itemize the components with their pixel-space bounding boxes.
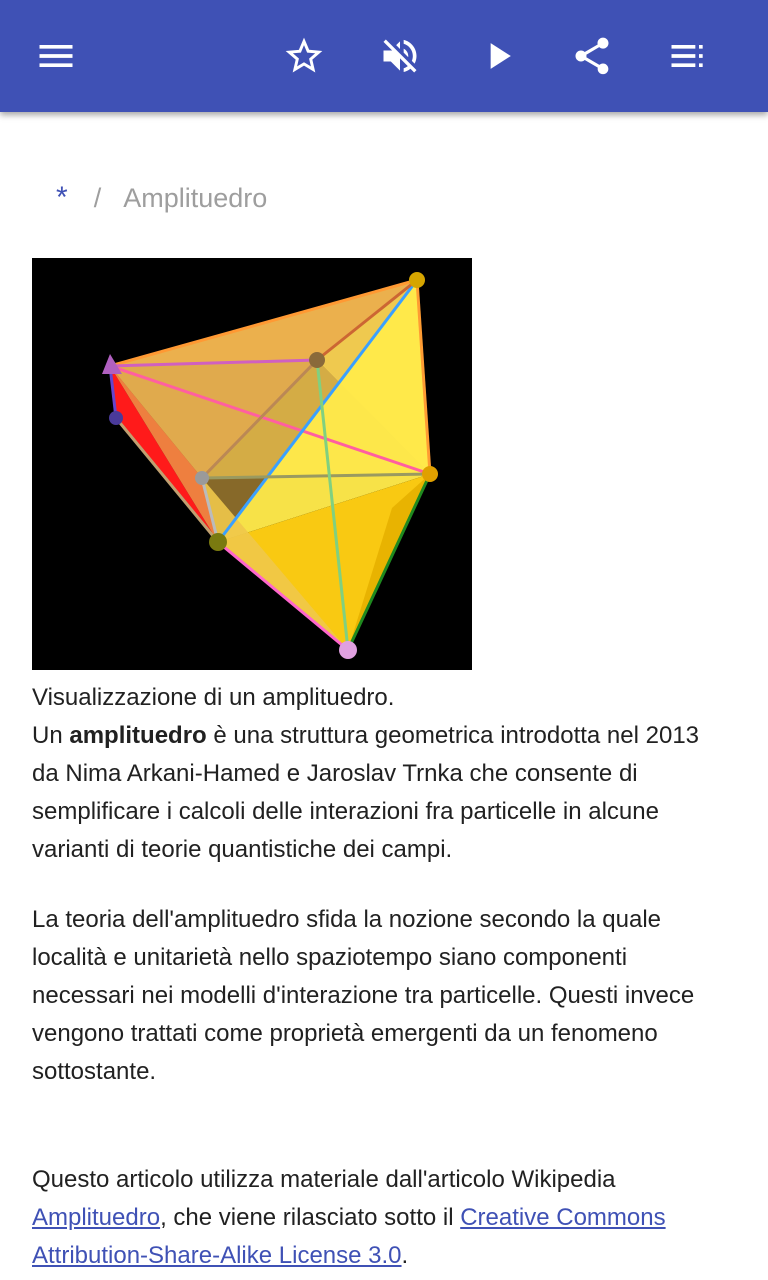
breadcrumb-separator: / [93,183,102,213]
favorite-button[interactable] [276,28,332,84]
share-button[interactable] [564,28,620,84]
menu-button[interactable] [28,28,84,84]
star-outline-icon [282,34,326,78]
app-bar [0,0,768,112]
article-image[interactable] [32,258,472,670]
article-body [32,679,732,1275]
intro-text: è una struttura geometrica introdotta nel 2013 da Nima Arkani-Hamed e Jaroslav Trnka che consente di semplificare i calcoli delle interazioni fra particelle in alcune varianti di teorie quantistiche dei campi. [32,722,700,863]
breadcrumb-home-link[interactable]: * [56,181,68,214]
amplituhedron-illustration [32,258,472,670]
breadcrumb [56,180,267,216]
volume-off-icon [378,34,422,78]
attribution-suffix: . [401,1242,409,1269]
intro-bold-term: amplituedro [69,722,207,749]
mute-button[interactable] [372,28,428,84]
wikipedia-article-link[interactable]: Amplituedro [32,1204,161,1231]
attribution-prefix: Questo articolo utilizza materiale dall'articolo Wikipedia [32,1166,616,1193]
table-of-contents-button[interactable] [660,28,716,84]
list-icon [666,34,710,78]
play-icon [476,34,520,78]
attribution-middle: , che viene rilasciato sotto il [160,1204,461,1231]
intro-paragraph [32,717,732,869]
image-caption: Visualizzazione di un amplituedro. [32,684,395,711]
breadcrumb-current: Amplituedro [123,183,268,213]
license-link[interactable]: Creative Commons Attribution-Share-Alike License 3.0 [32,1204,666,1269]
menu-icon [34,34,78,78]
attribution-paragraph [32,1161,732,1275]
intro-prefix: Un [32,722,70,749]
play-button[interactable] [470,28,526,84]
theory-paragraph: La teoria dell'amplituedro sfida la nozione secondo la quale località e unitarietà nello spaziotempo siano componenti necessari nei modelli d'interazione tra particelle. Questi invece vengono trattati come proprietà emergenti da un fenomeno sottostante. [32,906,695,1085]
share-icon [570,34,614,78]
